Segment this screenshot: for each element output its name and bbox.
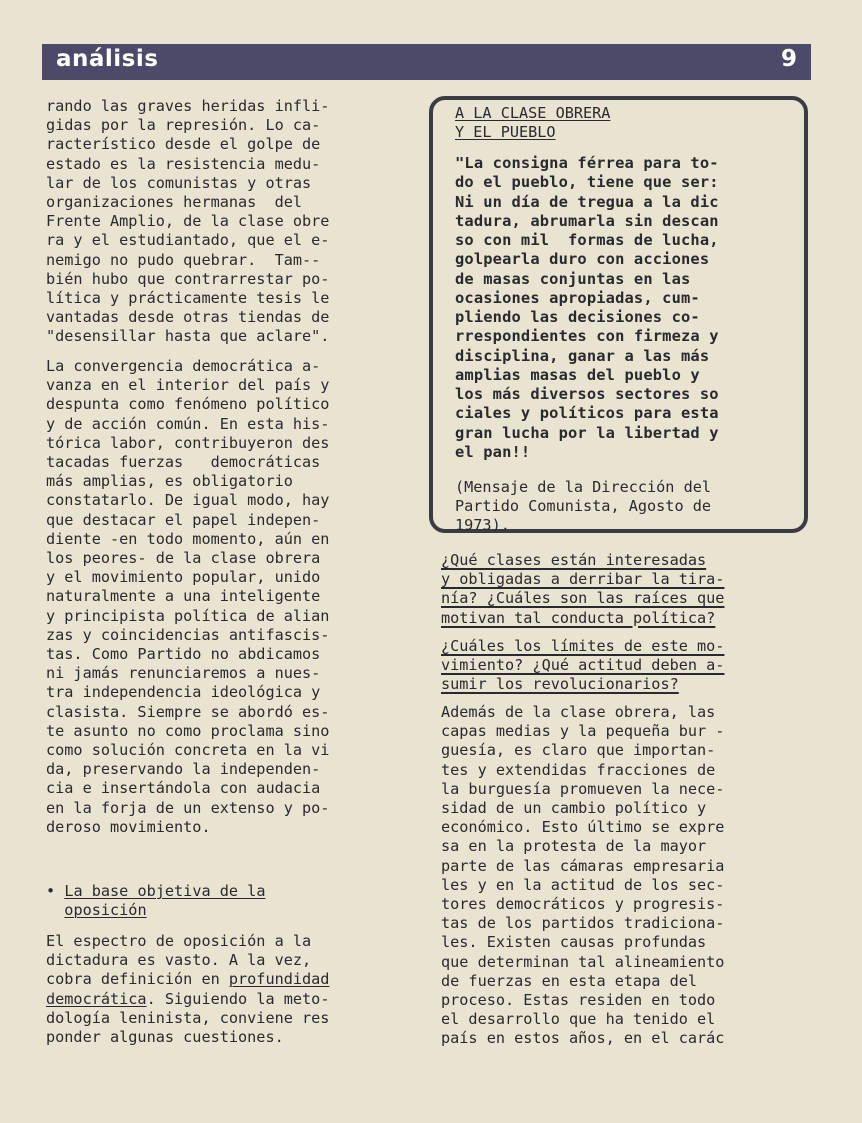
signature-line: (Mensaje de la Dirección del (455, 478, 712, 496)
text-line: en la forja de un extenso y po- (46, 798, 330, 817)
text-line: los peores- de la clase obrera (46, 549, 321, 568)
text-line: proceso. Estas residen en todo (441, 991, 716, 1010)
text-line: tores democráticos y progresis- (441, 895, 725, 914)
text-line: "desensillar hasta que aclare". (46, 327, 330, 346)
question-line: ¿Qué clases están interesadas (441, 551, 707, 569)
right-column-para (441, 703, 811, 1049)
question-line: ¿Cuáles los límites de este mo- (441, 636, 725, 655)
signature-line: 1973). (455, 516, 510, 535)
title-line: Y EL PUEBLO (455, 123, 556, 141)
question-line: motivan tal conducta política? (441, 608, 716, 627)
left-column-para3 (46, 932, 414, 1047)
text-line: capas medias y la pequeña bur - (441, 722, 725, 741)
text-line: El espectro de oposición a la (46, 932, 312, 950)
text-line: diente -en todo momento, aún en (46, 529, 330, 548)
text-line: zas y coincidencias antifascis- (46, 625, 330, 644)
page-number: 9 (780, 46, 797, 72)
text-line: ni jamás renunciaremos a nues- (46, 664, 321, 683)
left-column-para1 (46, 97, 414, 347)
text-line: parte de las cámaras empresaria (441, 856, 725, 875)
text-line: que destacar el papel indepen- (46, 510, 321, 529)
quote-line: pliendo las decisiones co- (455, 308, 700, 326)
text-line: sa en la protesta de la mayor (441, 837, 707, 856)
subheading-line-2 (46, 901, 414, 920)
underlined-word: profundidad (228, 970, 330, 989)
text-line: guesía, es claro que importan- (441, 741, 716, 760)
text-line: sidad de un cambio político y (441, 799, 707, 818)
text-line: más amplias, es obligatorio (46, 472, 293, 491)
text-line: organizaciones hermanas del (46, 193, 303, 212)
text-line: gidas por la represión. Lo ca- (46, 116, 321, 135)
text-line: naturalmente a una inteligente (46, 587, 321, 606)
text-line: tacadas fuerzas democráticas (46, 453, 321, 472)
text-line: tes y extendidas fracciones de (441, 760, 716, 779)
text-line: tas. Como Partido no abdicamos (46, 645, 321, 664)
quote-line: disciplina, ganar a las más (455, 346, 710, 365)
text-line: dología leninista, conviene res (46, 1008, 330, 1027)
quote-line: gran lucha por la libertad y (455, 423, 719, 442)
text-line: vantadas desde otras tiendas de (46, 308, 330, 327)
text-line (46, 970, 414, 989)
text-line: te asunto no como proclama sino (46, 721, 330, 740)
quote-line: golpearla duro con acciones (455, 250, 710, 269)
quote-line: ciales y políticos para esta (455, 404, 719, 423)
text-line: clasista. Siempre se abordó es- (46, 702, 330, 721)
text-line: la burguesía promueven la nece- (441, 779, 725, 798)
quote-line: de masas conjuntas en las (455, 269, 691, 288)
quote-text (455, 154, 719, 462)
text-line: Además de la clase obrera, las (441, 703, 716, 721)
text-line: les y en la actitud de los sec- (441, 875, 725, 894)
subheading-text: oposición (64, 901, 147, 920)
section-title: análisis (56, 46, 159, 72)
text-line: económico. Esto último se expre (441, 818, 725, 837)
text-line: el desarrollo que ha tenido el (441, 1010, 716, 1029)
quote-line: los más diversos sectores so (455, 385, 719, 403)
quote-line: so con mil formas de lucha, (455, 231, 719, 249)
question-line: sumir los revolucionarios? (441, 675, 679, 694)
underlined-word: democrática (46, 989, 147, 1008)
text-span: . Siguiendo la meto- (146, 989, 330, 1008)
text-line: constatarlo. De igual modo, hay (46, 491, 330, 510)
text-line: y principista política de alian (46, 606, 330, 625)
text-line: ponder algunas cuestiones. (46, 1028, 284, 1047)
text-line: tra independencia ideológica y (46, 683, 321, 702)
questions (441, 551, 724, 694)
text-line: rando las graves heridas infli- (46, 97, 330, 115)
text-line: de fuerzas en esta etapa del (441, 971, 698, 990)
text-line: como solución concreta en la vi (46, 741, 330, 760)
text-line: deroso movimiento. (46, 817, 211, 836)
text-line: tórica labor, contribuyeron des (46, 433, 330, 452)
text-line: Frente Amplio, de la clase obre (46, 212, 330, 231)
question-line: nía? ¿Cuáles son las raíces que (441, 589, 725, 608)
text-line: dictadura es vasto. A la vez, (46, 951, 312, 970)
quote-line: ocasiones apropiadas, cum- (455, 288, 700, 307)
quote-line: amplias masas del pueblo y (455, 365, 700, 384)
bullet-icon: • (46, 882, 56, 900)
text-span: cobra definición en (46, 970, 229, 989)
text-line: país en estos años, en el carác (441, 1029, 725, 1048)
text-line: lar de los comunistas y otras (46, 173, 312, 192)
quote-line: tadura, abrumarla sin descan (455, 211, 719, 230)
question-line: vimiento? ¿Qué actitud deben a- (441, 656, 725, 675)
quote-box-title (455, 104, 610, 142)
text-line: tas de los partidos tradiciona- (441, 914, 725, 933)
left-column-para2 (46, 357, 414, 837)
text-line (46, 990, 414, 1009)
subheading-text: La base objetiva de la (64, 882, 266, 900)
signature-line: Partido Comunista, Agosto de (455, 497, 712, 516)
text-line: nemigo no pudo quebrar. Tam-- (46, 250, 321, 269)
text-line: les. Existen causas profundas (441, 933, 707, 952)
text-line: La convergencia democrática a- (46, 357, 321, 375)
text-line: racterístico desde el golpe de (46, 135, 321, 154)
quote-line: do el pueblo, tiene que ser: (455, 173, 719, 192)
quote-line: "La consigna férrea para to- (455, 154, 719, 172)
text-line: que determinan tal alineamiento (441, 952, 725, 971)
text-line: da, preservando la independen- (46, 760, 321, 779)
spacer (441, 628, 724, 637)
subheading-line-1 (46, 882, 414, 901)
text-line: vanza en el interior del país y (46, 376, 330, 395)
quote-line: el pan!! (455, 442, 531, 461)
title-line: A LA CLASE OBRERA (455, 104, 611, 122)
quote-signature (455, 478, 711, 536)
text-line: despunta como fenómeno político (46, 395, 330, 414)
text-line: y de acción común. En esta his- (46, 414, 330, 433)
quote-line: rrespondientes con firmeza y (455, 327, 719, 346)
text-line: cia e insertándola con audacia (46, 779, 321, 798)
text-line: y el movimiento popular, unido (46, 568, 321, 587)
text-line: ra y el estudiantado, que el e- (46, 231, 330, 250)
text-line: lítica y prácticamente tesis le (46, 289, 330, 308)
quote-box (429, 96, 808, 533)
page-header (42, 44, 811, 80)
text-line: bién hubo que contrarrestar po- (46, 269, 330, 288)
text-line: estado es la resistencia medu- (46, 154, 321, 173)
question-line: y obligadas a derribar la tira- (441, 570, 725, 589)
quote-line: Ni un día de tregua a la dic (455, 192, 719, 211)
subheading (46, 882, 414, 920)
